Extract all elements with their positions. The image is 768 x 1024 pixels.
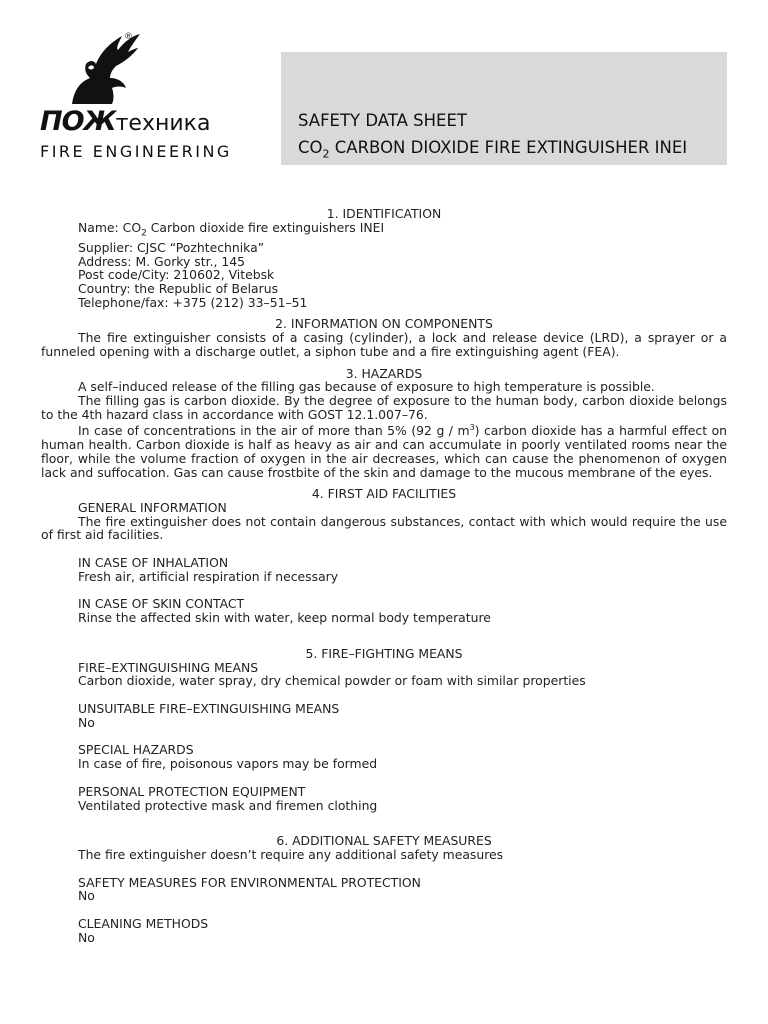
ppe-text: Ventilated protective mask and firemen clothing bbox=[78, 797, 378, 813]
cleaning-heading: CLEANING METHODS bbox=[78, 916, 209, 932]
supplier: Supplier: CJSC “Pozhtechnika” bbox=[78, 239, 265, 255]
registered-mark: ® bbox=[124, 32, 133, 42]
section-title-fire-fighting: 5. FIRE–FIGHTING MEANS bbox=[305, 645, 463, 661]
name-rest: Carbon dioxide fire extinguishers INEI bbox=[146, 219, 385, 235]
hazards-paragraph-1: A self–induced release of the filling gas because of exposure to high temperature is possible. bbox=[78, 379, 655, 395]
general-info-paragraph: The fire extinguisher does not contain dangerous substances, contact with which would require the use of first aid facilities. bbox=[41, 513, 727, 543]
special-hazards-text: In case of fire, poisonous vapors may be formed bbox=[78, 756, 378, 772]
hazards-p3-end: ) carbon dioxide has a harmful effect on human health. Carbon dioxide is half as heavy as air and can accumulate in poorly ventilated rooms near the floor, while the volume fraction of oxygen in the air decreases, which can cause the phenomenon of oxygen lack and suffocation. Gas can cause frostbite of the skin and damage to the mucous membrane of the eyes. bbox=[41, 423, 728, 480]
environmental-text: No bbox=[78, 888, 95, 904]
brand-bold: ПОЖ bbox=[40, 106, 116, 137]
environmental-heading: SAFETY MEASURES FOR ENVIRONMENTAL PROTECTION bbox=[78, 874, 421, 890]
document-subtitle bbox=[298, 138, 687, 160]
postcode-city: Post code/City: 210602, Vitebsk bbox=[78, 267, 275, 283]
section-title-additional-measures: 6. ADDITIONAL SAFETY MEASURES bbox=[276, 833, 492, 849]
additional-measures-text: The fire extinguisher doesn’t require any additional safety measures bbox=[78, 846, 504, 862]
griffin-emblem-icon bbox=[66, 30, 146, 108]
extinguishing-means-text: Carbon dioxide, water spray, dry chemical powder or foam with similar properties bbox=[78, 673, 586, 689]
brand-tagline: FIRE ENGINEERING bbox=[40, 142, 232, 161]
subtitle-prefix: CO bbox=[298, 138, 323, 157]
cleaning-text: No bbox=[78, 929, 95, 945]
brand-thin: техника bbox=[115, 111, 211, 136]
country: Country: the Republic of Belarus bbox=[78, 280, 279, 296]
ppe-heading: PERSONAL PROTECTION EQUIPMENT bbox=[78, 783, 306, 799]
company-logo bbox=[38, 30, 243, 165]
hazards-p3-start: In case of concentrations in the air of more than 5% (92 g / m bbox=[78, 423, 470, 439]
subtitle-subscript: 2 bbox=[322, 147, 330, 161]
brand-wordmark bbox=[40, 106, 210, 137]
document-body bbox=[41, 207, 727, 944]
subtitle-rest: CARBON DIOXIDE FIRE EXTINGUISHER INEI bbox=[329, 138, 688, 157]
skin-contact-text: Rinse the affected skin with water, keep normal body temperature bbox=[78, 610, 491, 626]
unsuitable-means-heading: UNSUITABLE FIRE–EXTINGUISHING MEANS bbox=[78, 700, 340, 716]
section-title-identification: 1. IDENTIFICATION bbox=[326, 206, 442, 221]
name-prefix: Name: CO bbox=[78, 219, 142, 235]
inhalation-heading: IN CASE OF INHALATION bbox=[78, 555, 229, 571]
hazards-paragraph-2: The filling gas is carbon dioxide. By the degree of exposure to the human body, carbon dioxide belongs to the 4th hazard class in accordance with GOST 12.1.007–76. bbox=[41, 392, 727, 422]
address: Address: M. Gorky str., 145 bbox=[78, 253, 246, 269]
unsuitable-means-text: No bbox=[78, 714, 95, 730]
product-name bbox=[41, 221, 727, 241]
name-subscript: 2 bbox=[141, 228, 147, 239]
section-title-components: 2. INFORMATION ON COMPONENTS bbox=[275, 316, 493, 332]
components-paragraph: The fire extinguisher consists of a casing (cylinder), a lock and release device (LRD), a sprayer or a funneled opening with a discharge outlet, a siphon tube and a fire extinguishing agent (FEA). bbox=[41, 330, 727, 359]
telephone-fax: Telephone/fax: +375 (212) 33–51–51 bbox=[78, 294, 308, 310]
document-title: SAFETY DATA SHEET bbox=[298, 111, 467, 130]
skin-contact-heading: IN CASE OF SKIN CONTACT bbox=[78, 596, 245, 612]
inhalation-text: Fresh air, artificial respiration if necessary bbox=[78, 568, 339, 584]
section-title-first-aid: 4. FIRST AID FACILITIES bbox=[311, 486, 457, 502]
extinguishing-means-heading: FIRE–EXTINGUISHING MEANS bbox=[78, 659, 259, 675]
section-title-hazards: 3. HAZARDS bbox=[345, 365, 423, 381]
hazards-p3-superscript: 3 bbox=[469, 423, 475, 433]
hazards-paragraph-3 bbox=[41, 421, 727, 479]
special-hazards-heading: SPECIAL HAZARDS bbox=[78, 742, 194, 758]
general-info-heading: GENERAL INFORMATION bbox=[78, 499, 227, 515]
